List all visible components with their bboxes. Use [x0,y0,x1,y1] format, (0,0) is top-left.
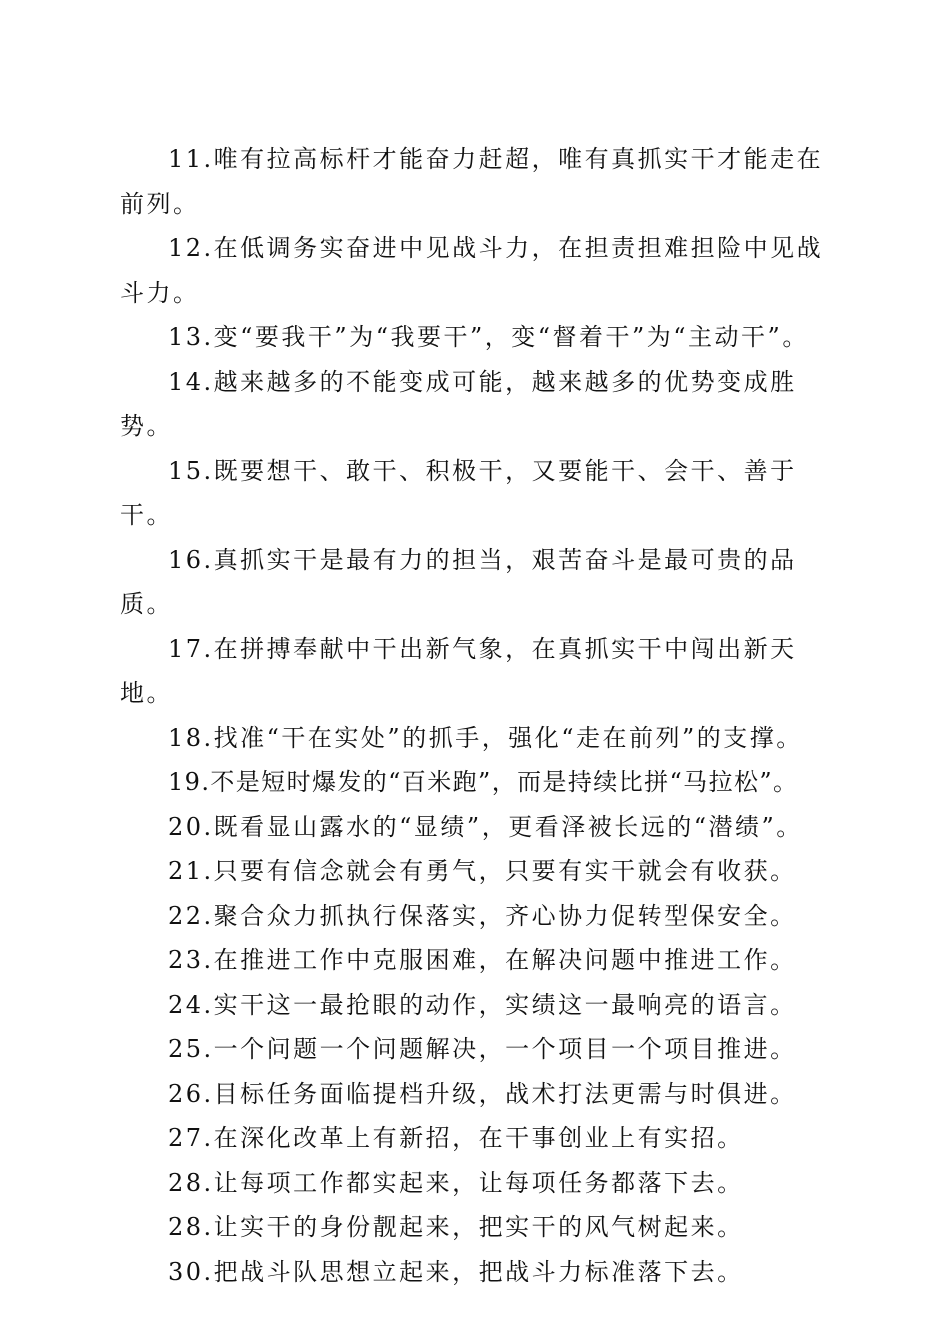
slogan-paragraph: 28.让每项工作都实起来，让每项任务都落下去。 [168,1168,744,1197]
document-body [120,137,834,1294]
slogan-paragraph: 11.唯有拉高标杆才能奋力赶超，唯有真抓实干才能走在前列。 [120,145,824,218]
slogan-paragraph: 27.在深化改革上有新招，在干事创业上有实招。 [168,1124,744,1152]
slogan-paragraph: 23.在推进工作中克服困难，在解决问题中推进工作。 [168,946,797,974]
slogan-paragraph: 25.一个问题一个问题解决，一个项目一个项目推进。 [168,1035,797,1063]
slogan-paragraph: 26.目标任务面临提档升级，战术打法更需与时俱进。 [168,1079,797,1108]
slogan-paragraph: 30.把战斗队思想立起来，把战斗力标准落下去。 [168,1257,744,1286]
slogan-paragraph: 22.聚合众力抓执行保落实，齐心协力促转型保安全。 [168,901,797,930]
slogan-paragraph: 17.在拼搏奉献中干出新气象，在真抓实干中闯出新天地。 [120,634,797,707]
slogan-paragraph: 19.不是短时爆发的“百米跑”，而是持续比拼“马拉松”。 [168,768,799,796]
slogan-paragraph: 13.变“要我干”为“我要干”，变“督着干”为“主动干”。 [168,323,809,351]
slogan-paragraph: 20.既看显山露水的“显绩”，更看泽被长远的“潜绩”。 [168,812,803,841]
slogan-paragraph: 21.只要有信念就会有勇气，只要有实干就会有收获。 [168,857,797,885]
slogan-paragraph: 28.让实干的身份靓起来，把实干的风气树起来。 [168,1213,744,1241]
slogan-paragraph: 24.实干这一最抢眼的动作，实绩这一最响亮的语言。 [168,990,797,1019]
slogan-paragraph: 16.真抓实干是最有力的担当，艰苦奋斗是最可贵的品质。 [120,545,797,618]
slogan-paragraph: 14.越来越多的不能变成可能，越来越多的优势变成胜势。 [120,367,797,440]
slogan-paragraph: 12.在低调务实奋进中见战斗力，在担责担难担险中见战斗力。 [120,234,824,307]
slogan-paragraph: 18.找准“干在实处”的抓手，强化“走在前列”的支撑。 [168,723,803,752]
slogan-paragraph: 15.既要想干、敢干、积极干，又要能干、会干、善于干。 [120,456,797,529]
